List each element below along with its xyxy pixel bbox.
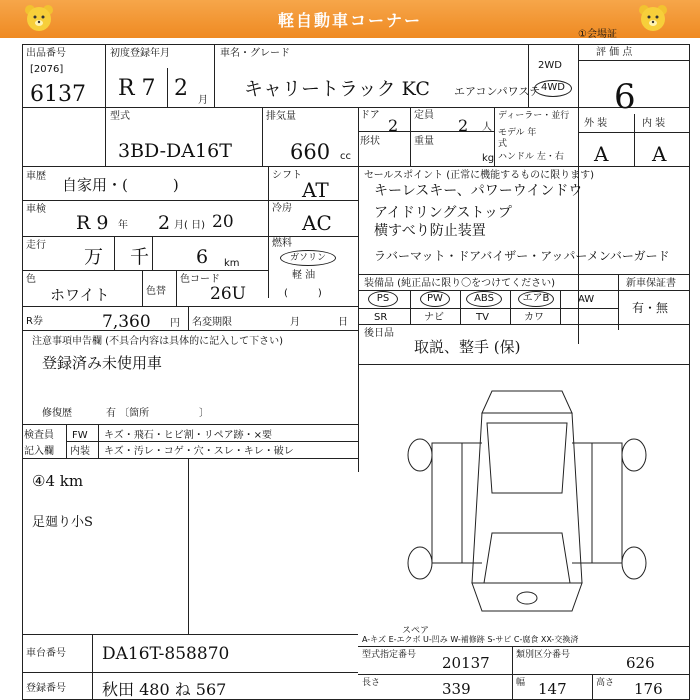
height-value: 176: [634, 680, 663, 698]
diagram-legend: A-キズ E-エクボ U-凹み W-補修跡 S-サビ C-腐食 XX-交換済: [362, 635, 579, 644]
sales-point-3: 横すべり防止装置: [374, 223, 486, 239]
venue-label: ①会場証: [578, 29, 617, 40]
lot-code: [2076]: [30, 64, 64, 75]
shaken-era: R 9: [76, 212, 109, 234]
displacement-value: 660: [290, 140, 331, 164]
class-number-value: 626: [626, 654, 655, 672]
vehicle-grade: エアコンパワステ: [454, 85, 541, 98]
handle-label: ハンドル 左・右: [498, 152, 564, 162]
equip-pw: PW: [420, 291, 450, 307]
registration-value: 秋田 480 ね 567: [102, 680, 227, 699]
model-code-label: 型式: [110, 111, 130, 122]
inspector-legend-1: キズ・飛石・ヒビ割・リペア跡・×要: [104, 430, 272, 441]
recycle-label: R券: [26, 316, 43, 327]
history-label: 車歴: [26, 171, 46, 182]
class-number-label: 類別区分番号: [516, 650, 571, 660]
drive-4wd: 4WD: [534, 80, 572, 97]
inspector-label-2: 記入欄: [24, 446, 54, 457]
color-code-label: 色コード: [180, 274, 220, 285]
dealer-label: ディーラー・並行: [498, 111, 570, 121]
fuel-diesel: 軽 油: [292, 270, 316, 281]
exterior-score: A: [594, 142, 609, 166]
diagram-front-label: スペア: [402, 626, 430, 636]
after-items-value: 取説、整手 (保): [414, 338, 521, 356]
mileage-man: 万: [84, 246, 104, 268]
color-label: 色: [26, 274, 36, 285]
equip-ps: PS: [368, 291, 398, 307]
inspector-interior: 内装: [70, 446, 90, 457]
inspector-label-1: 検査員: [24, 430, 54, 441]
mileage-value: 6: [196, 246, 209, 268]
fuel-label: 燃料: [272, 238, 292, 249]
repair-value: 有 〔箇所 〕: [106, 408, 210, 419]
color-swap-label: 色替: [146, 286, 166, 297]
notes-value: 登録済み未使用車: [42, 354, 163, 372]
score-label: 評 価 点: [596, 47, 633, 58]
history-value: 自家用・( ): [62, 176, 179, 194]
equip-navi: ナビ: [424, 312, 444, 323]
height-label: 高さ: [596, 678, 615, 688]
width-value: 147: [538, 680, 567, 698]
warranty-value: 有・無: [632, 301, 669, 315]
first-reg-label: 初度登録年月: [110, 48, 170, 59]
repair-label: 修復歴: [42, 408, 72, 419]
shift-label: シフト: [272, 170, 302, 181]
sales-point-2: アイドリングストップ: [374, 205, 512, 221]
inspector-fw: FW: [72, 430, 88, 441]
lot-label: 出品番号: [26, 48, 66, 59]
chassis-label: 車台番号: [26, 648, 66, 659]
car-damage-diagram: [392, 383, 662, 623]
aircon-label: 冷房: [272, 203, 292, 214]
capacity-value: 2: [458, 116, 469, 135]
shaken-day: 20: [212, 212, 234, 232]
first-reg-month: 2: [174, 76, 188, 101]
expiry-label: 名変期限: [192, 317, 232, 328]
displacement-unit: cc: [340, 151, 351, 162]
lot-number: 6137: [30, 82, 86, 107]
remark-line-2: 足廻り小S: [32, 515, 93, 530]
model-code-value: 3BD-DA16T: [118, 140, 232, 162]
interior-score: A: [652, 142, 667, 166]
equip-abs: ABS: [466, 291, 502, 307]
banner-title: 軽自動車コーナー: [277, 11, 422, 30]
name-label: 車名・グレード: [220, 48, 290, 59]
equip-leather: カワ: [524, 312, 544, 323]
shape-label: 形状: [360, 136, 380, 147]
equip-airbag: エアB: [518, 291, 554, 307]
doors-value: 2: [388, 116, 399, 135]
first-reg-month-unit: 月: [198, 95, 208, 106]
color-code: 26U: [210, 284, 246, 304]
fuel-other: ( ): [284, 288, 322, 299]
shift-value: AT: [302, 178, 329, 202]
expiry-day: 日: [338, 317, 348, 328]
equip-aw: AW: [578, 294, 595, 305]
sales-point-4: ラバーマット・ドアバイザー・アッパーメンバーガード: [374, 249, 670, 263]
shaken-year-unit: 年: [118, 220, 128, 231]
type-number-label: 型式指定番号: [362, 650, 417, 660]
displacement-label: 排気量: [266, 111, 296, 122]
color-value: ホワイト: [50, 286, 110, 304]
drive-2wd: 2WD: [538, 60, 562, 71]
weight-label: 重量: [414, 136, 434, 147]
auction-sheet: [22, 29, 690, 700]
expiry-month: 月: [290, 317, 300, 328]
remark-line-1: ④4 km: [32, 472, 84, 490]
length-value: 339: [442, 680, 471, 698]
score-value: 6: [614, 77, 636, 117]
interior-score-label: 内 装: [642, 118, 666, 129]
type-number-value: 20137: [442, 654, 490, 672]
notes-label: 注意事項申告欄 (不具合内容は具体的に記入して下さい): [32, 336, 283, 347]
capacity-unit: 人: [482, 122, 492, 133]
exterior-score-label: 外 装: [584, 118, 608, 129]
doors-label: ドア: [360, 110, 380, 121]
aircon-value: AC: [302, 211, 332, 235]
first-reg-year: R 7: [118, 76, 156, 101]
sales-point-1: キーレスキー、パワーウインドウ: [374, 183, 583, 199]
recycle-unit: 円: [170, 318, 180, 329]
registration-label: 登録番号: [26, 683, 66, 694]
fuel-gas: ガソリン: [280, 250, 336, 266]
vehicle-model: キャリートラック KC: [244, 78, 430, 100]
shaken-label: 車検: [26, 204, 46, 215]
width-label: 幅: [516, 678, 526, 688]
after-items-label: 後日品: [364, 328, 394, 339]
capacity-label: 定員: [414, 110, 434, 121]
shaken-md: 月( 日): [174, 220, 205, 231]
mileage-unit: km: [224, 258, 240, 269]
sales-label: セールスポイント (正常に機能するものに限ります): [364, 170, 595, 181]
equip-tv: TV: [476, 312, 489, 323]
length-label: 長さ: [362, 678, 381, 688]
warranty-label: 新車保証書: [626, 278, 676, 289]
equipment-label: 装備品 (純正品に限り〇をつけてください): [364, 278, 555, 289]
model-year-label: モデル 年式: [498, 128, 537, 149]
inspector-legend-2: キズ・汚レ・コゲ・穴・スレ・キレ・破レ: [104, 446, 294, 457]
mileage-sen: 千: [130, 246, 150, 268]
equip-sr: SR: [374, 312, 388, 323]
weight-unit: kg: [482, 153, 495, 164]
chassis-value: DA16T-858870: [102, 644, 230, 664]
shaken-month: 2: [158, 212, 171, 234]
bear-mascot-icon: [636, 2, 670, 36]
mileage-label: 走行: [26, 240, 46, 251]
recycle-value: 7,360: [102, 312, 151, 332]
